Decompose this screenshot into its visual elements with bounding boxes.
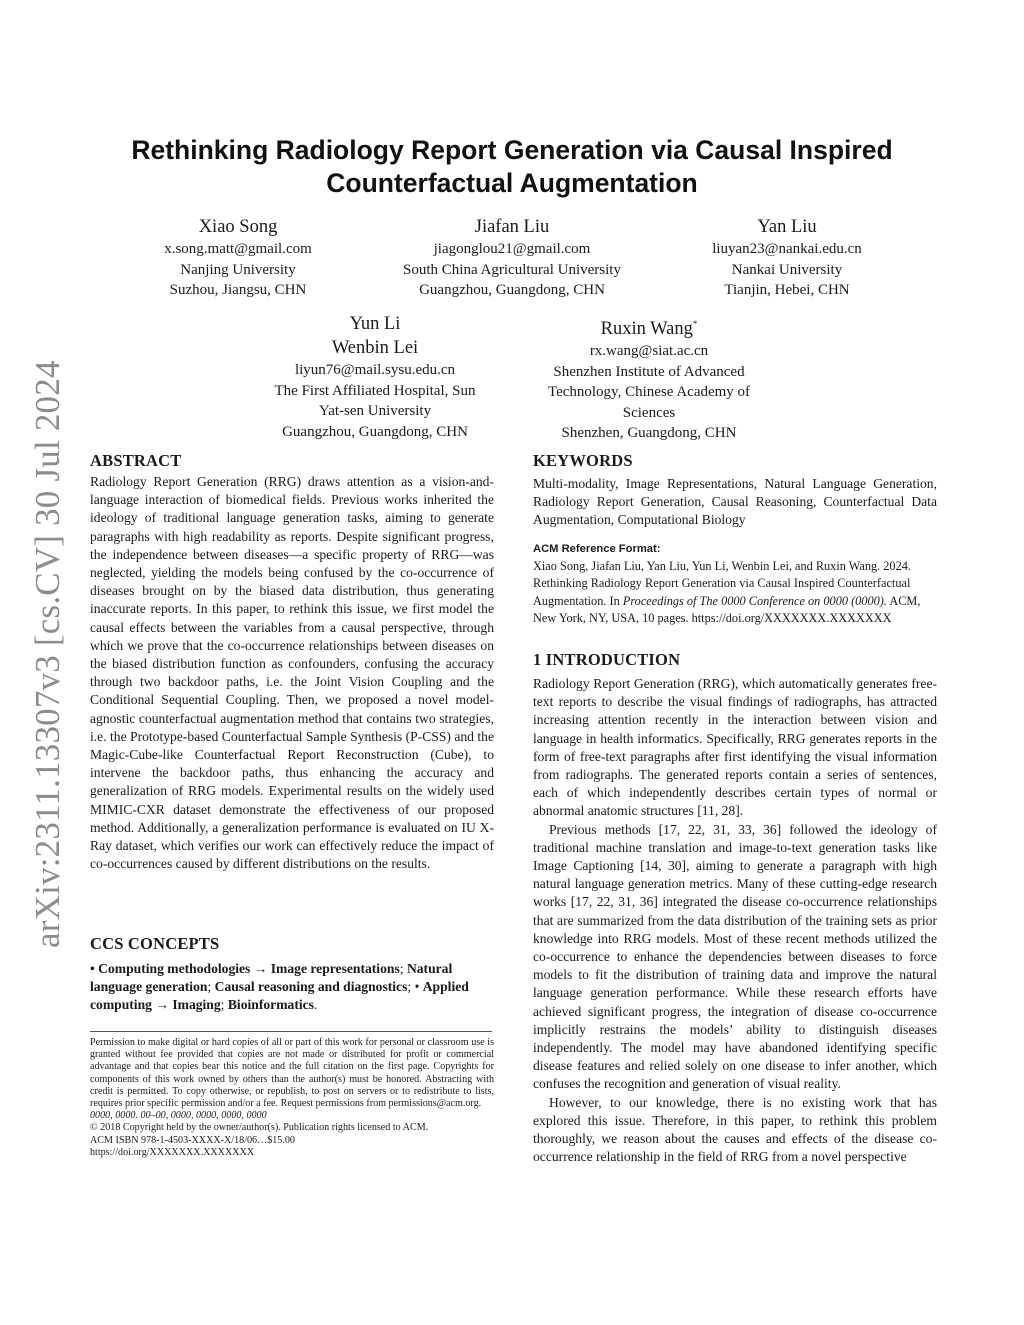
title-line-2: Counterfactual Augmentation (326, 168, 698, 198)
keywords-paragraph: Multi-modality, Image Representations, Natural Language Generation, Radiology Report Generation, Causal Reasoning, Counterfactual Data Augmentation, Computational Biology (533, 476, 937, 528)
ccs-term: Applied computing → Imaging (90, 979, 469, 1013)
acm-reference-part: Xiao Song, Jiafan Liu, Yan Liu, Yun Li, Wenbin Lei, and Ruxin Wang. 2024. Rethinking Radiology Report Generation via Causal Inspired Counterfactual Augmentation. In (533, 559, 911, 608)
author-email: x.song.matt@gmail.com (164, 241, 312, 257)
author-name-text: Ruxin Wang (600, 319, 693, 340)
permission-block (90, 1037, 494, 1159)
author-block-5 (529, 312, 769, 444)
corresponding-author-mark: * (692, 319, 698, 329)
intro-paragraph-2: Previous methods [17, 22, 31, 33, 36] followed the ideology of traditional machine translation and image-to-text generation tasks like Image Captioning [14, 30], aiming to generate a paragraph with high natural language generation metrics. Many of these cutting-edge research works [17, 22, 31, 36] integrated the disease co-occurrence relationships that are summarized from the data distribution of the training sets as prior knowledge into RRG models. Most of these recent methods utilized the co-occurrence to enhance the dependencies between diseases to force models to fit the distribution of training data and improve the natural language generation performance. While these research efforts have achieved significant progress, the integration of disease co-occurrence implicitly restrains the models’ ability to distinguish diseases independently. The model may have abandoned identifying specific disease features and relied solely on one disease to infer another, which confuses the recognition and generation of visual reality. (533, 821, 937, 1092)
author-email: jiagonglou21@gmail.com (433, 241, 591, 257)
author-affiliation: South China Agricultural University (403, 261, 621, 278)
author-block-1 (128, 215, 348, 301)
author-location: Shenzhen, Guangdong, CHN (561, 425, 737, 442)
ccs-term: Causal reasoning and diagnostics (214, 979, 408, 995)
author-email: rx.wang@siat.ac.cn (589, 343, 709, 360)
ccs-sep: ; • (407, 979, 423, 995)
author-block-2 (372, 215, 652, 301)
paper-title (90, 134, 934, 200)
acm-reference-venue: Proceedings of The 0000 Conference on 0000 (0000). (622, 593, 887, 608)
isbn-line: ACM ISBN 978-1-4503-XXXX-X/18/06…$15.00 (90, 1134, 295, 1146)
abstract-paragraph: Radiology Report Generation (RRG) draws attention as a vision-and-language interaction of biomedical fields. Previous works inherited the ideology of traditional language generation tasks, aiming to generate paragraphs with high readability as reports. Despite significant progress, the independence between diseases—a specific property of RRG—was neglected, yielding the models being confused by the co-occurrence of diseases brought on by the biased data distribution, thus generating inaccurate reports. In this paper, to rethink this issue, we first model the causal effects between the variables from a causal perspective, through which we prove that the co-occurrence relationships between diseases on the biased distribution function as confounders, confusing the accuracy through two backdoor paths, i.e. the Joint Vision Coupling and the Conditional Sequential Coupling. Then, we proposed a novel model-agnostic counterfactual augmentation method that contains two strategies, i.e. the Prototype-based Counterfactual Sample Synthesis (P-CSS) and the Magic-Cube-like Counterfactual Report Reconstruction (Cube), to intervene the backdoor paths, thus enhancing the accuracy and generalization of RRG models. Experimental results on the widely used MIMIC-CXR dataset demonstrate the effectiveness of our proposed method. Additionally, a generalization performance is evaluated on IU X-Ray dataset, which verifies our work can effectively reduce the impact of co-occurrences caused by different distributions on the results. (90, 474, 494, 872)
acm-reference-label: ACM Reference Format: (533, 543, 661, 555)
author-name: Wenbin Lei (331, 338, 419, 358)
author-name (529, 312, 769, 341)
author-affiliation: The First Affiliated Hospital, Sun (274, 382, 476, 399)
author-affiliation: Nankai University (731, 261, 843, 278)
acm-reference-text (533, 558, 937, 628)
title-line-1: Rethinking Radiology Report Generation via Causal Inspired (131, 135, 893, 165)
ccs-sep: ; (399, 961, 407, 976)
introduction-body (533, 675, 937, 1166)
conference-info: 0000, 0000. 00–00, 0000, 0000, 0000, 0000 (90, 1110, 267, 1122)
author-email: liuyan23@nankai.edu.cn (712, 241, 862, 257)
intro-paragraph-3: However, to our knowledge, there is no existing work that has explored this issue. Therefore, in this paper, to rethink this problem thoroughly, we reason about the causes and effects of the disease co-occurrence relationship in the field of RRG from a novel perspective (533, 1094, 937, 1165)
footnote-rule (90, 1031, 492, 1032)
arxiv-side-label: arXiv:2311.13307v3 [cs.CV] 30 Jul 2024 (28, 360, 67, 948)
abstract-text (90, 473, 494, 873)
ccs-term: Bioinformatics (227, 997, 314, 1013)
author-affiliation: Shenzhen Institute of Advanced (553, 363, 745, 380)
author-affiliation: Yat-sen University (318, 403, 432, 419)
ccs-sep: . (313, 997, 318, 1013)
author-name: Yun Li (349, 314, 401, 334)
abstract-heading: ABSTRACT (90, 451, 182, 470)
ccs-concepts (90, 960, 494, 1015)
intro-paragraph-1: Radiology Report Generation (RRG), which automatically generates free-text reports to describe the visual findings of radiographs, has attracted increasing attention recently in the interaction between vision and language in health informatics. Specifically, RRG generates reports in the form of free-text paragraphs after first identifying the visual information from radiographs. The generated reports contain a series of sentences, each of which independently describes certain types of normal or abnormal anatomic structures [11, 28]. (533, 676, 937, 819)
ccs-term: • Computing methodologies → Image representations (90, 961, 400, 976)
acm-reference-part: ACM, New York, NY, USA, 10 pages. https://doi.org/XXXXXXX.XXXXXXX (533, 593, 921, 626)
author-affiliation: Technology, Chinese Academy of (547, 384, 751, 401)
author-affiliation: Nanjing University (180, 261, 296, 278)
ccs-sep: ; (220, 997, 228, 1013)
ccs-heading: CCS CONCEPTS (90, 934, 220, 953)
ccs-term: Natural language generation (90, 961, 453, 995)
author-name: Xiao Song (198, 217, 278, 237)
author-location: Guangzhou, Guangdong, CHN (419, 282, 605, 298)
author-affiliation: Sciences (622, 404, 676, 421)
doi-line: https://doi.org/XXXXXXX.XXXXXXX (90, 1146, 255, 1158)
keywords-heading: KEYWORDS (533, 451, 633, 470)
introduction-heading: 1 INTRODUCTION (533, 650, 681, 669)
author-location: Suzhou, Jiangsu, CHN (169, 282, 307, 298)
author-name: Jiafan Liu (474, 217, 550, 237)
author-block-3 (677, 215, 897, 301)
author-location: Tianjin, Hebei, CHN (724, 282, 850, 298)
author-name: Yan Liu (757, 217, 817, 237)
ccs-sep: ; (207, 979, 215, 995)
author-location: Guangzhou, Guangdong, CHN (282, 423, 468, 440)
permission-text: Permission to make digital or hard copies of all or part of this work for personal or classroom use is granted without fee provided that copies are not made or distributed for profit or commercial advantage and that copies bear this notice and the full citation on the first page. Copyrights for components of this work owned by others than the author(s) must be honored. Abstracting with credit is permitted. To copy otherwise, or republish, to post on servers or to redistribute to lists, requires prior specific permission and/or a fee. Request permissions from permissions@acm.org. (90, 1037, 494, 1110)
author-block-4 (255, 312, 495, 442)
keywords-text (533, 475, 937, 530)
author-email: liyun76@mail.sysu.edu.cn (294, 362, 456, 378)
copyright-line: © 2018 Copyright held by the owner/author(s). Publication rights licensed to ACM. (90, 1122, 429, 1134)
